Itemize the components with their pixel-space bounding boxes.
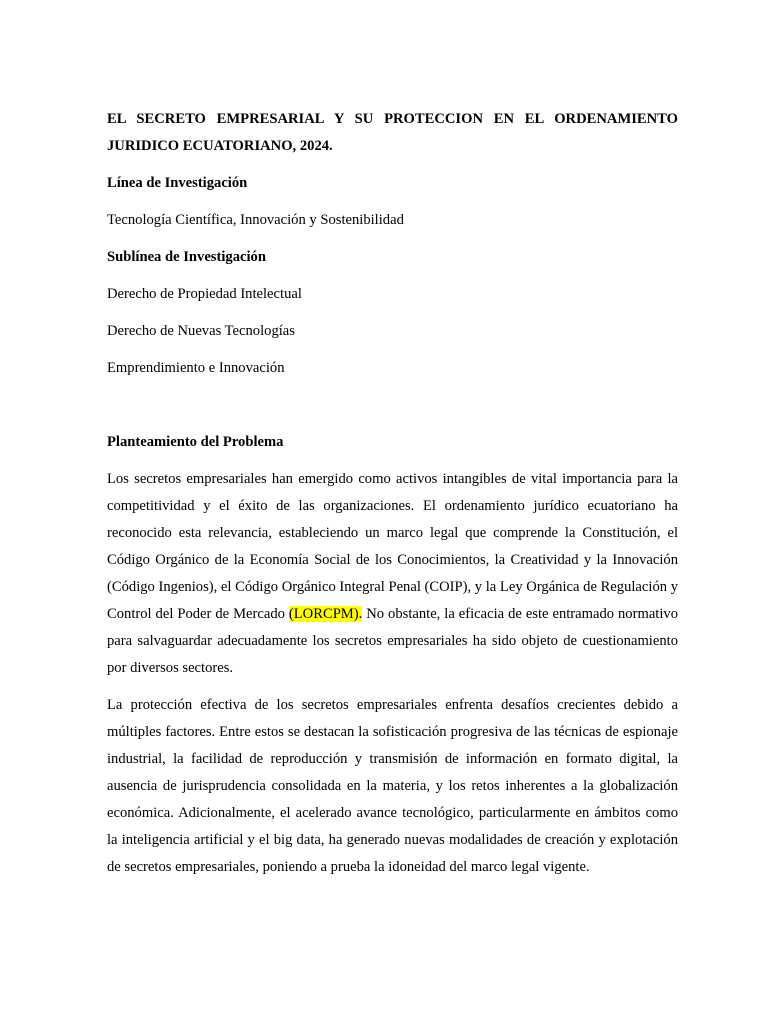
problem-heading: Planteamiento del Problema — [107, 434, 284, 450]
research-line-value: Tecnología Científica, Innovación y Sostenibilidad — [107, 212, 404, 228]
document-title: EL SECRETO EMPRESARIAL Y SU PROTECCION EN EL ORDENAMIENTO JURIDICO ECUATORIANO, 2024. — [107, 111, 678, 154]
subline-item: Derecho de Nuevas Tecnologías — [107, 323, 295, 339]
research-line-heading: Línea de Investigación — [107, 175, 248, 191]
highlighted-text: (LORCPM). — [288, 606, 363, 622]
subline-item: Derecho de Propiedad Intelectual — [107, 286, 302, 302]
problem-paragraph-2: La protección efectiva de los secretos empresariales enfrenta desafíos crecientes debido a múltiples factores. Entre estos se destacan la sofisticación progresiva de las técnicas de espionaje industrial, la facilidad de reproducción y transmisión de información en formato digital, la ausencia de jurisprudencia consolidada en la materia, y los retos inherentes a la globalización económica. Adicionalmente, el acelerado avance tecnológico, particularmente en ámbitos como la inteligencia artificial y el big data, ha generado nuevas modalidades de creación y explotación de secretos empresariales, poniendo a prueba la idoneidad del marco legal vigente. — [107, 697, 678, 875]
paragraph-text: Los secretos empresariales han emergido como activos intangibles de vital importancia para la competitividad y el éxito de las organizaciones. El ordenamiento jurídico ecuatoriano ha reconocido esta relevancia, estableciendo un marco legal que comprende la Constitución, el Código Orgánico de la Economía Social de los Conocimientos, la Creatividad y la Innovación (Código Ingenios), el Código Orgánico Integral Penal (COIP), y la Ley Orgánica de Regulación y Control del Poder de Mercado — [107, 471, 678, 622]
subline-item: Emprendimiento e Innovación — [107, 360, 285, 376]
document-page — [107, 106, 678, 891]
paragraph-text: No obstante, la eficacia de este entramado normativo para salvaguardar adecuadamente los secretos empresariales ha sido objeto de cuestionamiento por diversos sectores. — [107, 606, 678, 676]
section-spacer — [107, 392, 678, 429]
research-subline-heading: Sublínea de Investigación — [107, 249, 266, 265]
problem-paragraph-1 — [107, 466, 678, 682]
